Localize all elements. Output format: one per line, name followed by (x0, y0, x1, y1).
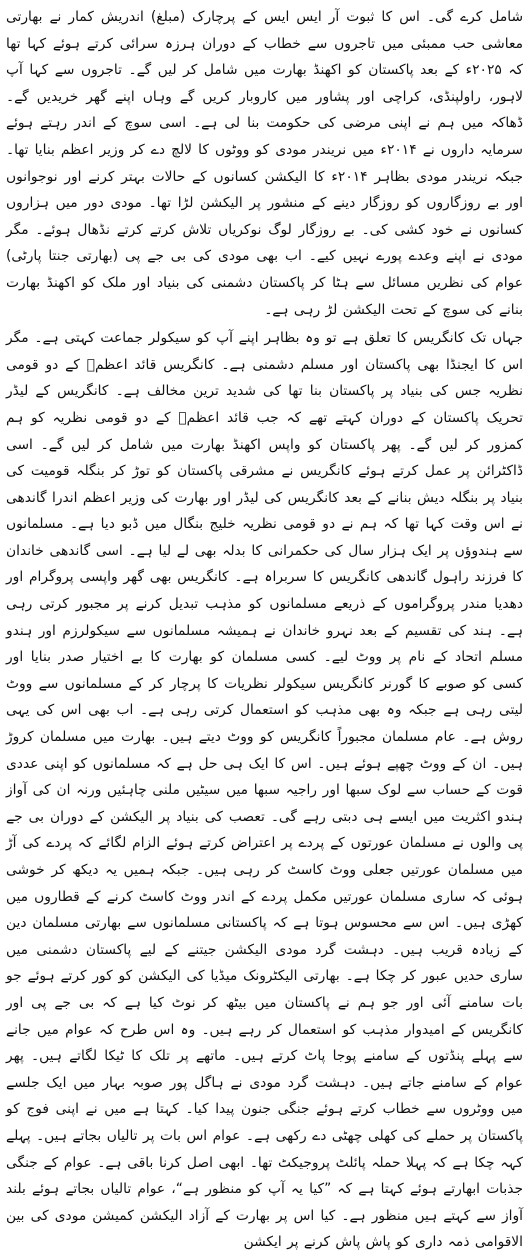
article-paragraph: شامل کرے گی۔ اس کا ثبوت آر ایس ایس کے پرچارک (مبلغ) اندریش کمار نے بھارتی معاشی حب ممبئی میں تاجروں سے خطاب کے دوران ہرزہ سرائی کرتے ہوئے کہا تھا کہ ۲۰۲۵ء کے بعد پاکستان کو اکھنڈ بھارت میں شامل کر لیں گے۔ تاجروں سے کہا آپ لاہور، راولپنڈی، کراچی اور پشاور میں کاروبار کریں گے وہاں اپنے گھر خریدیں گے۔ ڈھاکہ میں ہم نے اپنی مرضی کی حکومت بنا لی ہے۔ اسی سوچ کے اندر رہتے ہوئے سرمایہ داروں نے ۲۰۱۴ء میں نریندر مودی کو ووٹوں کا لالچ دے کر وزیر اعظم بنایا تھا۔ جبکہ نریندر مودی بظاہر ۲۰۱۴ء کا الیکشن کسانوں کے حالات بہتر کرنے اور نوجوانوں اور بے روزگاروں کو روزگار دینے کے منشور پر الیکشن لڑا تھا۔ مودی دور میں ہزاروں کسانوں نے خود کشی کی۔ بے روزگار لوگ نوکریاں تلاش کرتے کرتے نڈھال ہوئے۔ مگر مودی نے اپنے وعدے پورے نہیں کیے۔ اب بھی مودی کی بی جے پی (بھارتی جنتا پارٹی) عوام کی نظریں مسائل سے ہٹا کر پاکستان دشمنی کی بنیاد اور ملک کو اکھنڈ بھارت بنانے کی سوچ کے تحت الیکشن لڑ رہی ہے۔ (6, 9, 523, 318)
article-paragraph: جہاں تک کانگریس کا تعلق ہے تو وہ بظاہر اپنے آپ کو سیکولر جماعت کہتی ہے۔ مگر اس کا ایجنڈا بھی پاکستان اور مسلم دشمنی ہے۔ کانگریس قائد اعظمؒ کے دو قومی نظریہ جس کی بنیاد پر پاکستان بنا تھا کی شدید ترین مخالف ہے۔ کانگریس کے لیڈر تحریک پاکستان کے دوران کہتے تھے کہ جب قائد اعظمؒ کے دو قومی نظریہ کو ہم کمزور کر لیں گے۔ پھر پاکستان کو واپس اکھنڈ بھارت میں شامل کر لیں گے۔ اسی ڈاکٹرائن پر عمل کرتے ہوئے کانگریس نے مشرقی پاکستان کو توڑ کر بنگلہ قومیت کی بنیاد پر بنگلہ دیش بنانے کے بعد کانگریس کی لیڈر اور بھارت کی وزیر اعظم اندرا گاندھی نے اس وقت کہا تھا کہ ہم نے دو قومی نظریہ خلیج بنگال میں ڈبو دیا ہے۔ مسلمانوں سے ہندوؤں پر ایک ہزار سال کی حکمرانی کا بدلہ بھی لے لیا ہے۔ اسی گاندھی خاندان کا فرزند راہول گاندھی کانگریس کا سربراہ ہے۔ کانگریس بھی گھر واپسی پروگرام اور دھدیا مندر پروگراموں کے ذریعے مسلمانوں کو مذہب تبدیل کرنے پر مجبور کرتی رہی ہے۔ ہند کی تقسیم کے بعد نہرو خاندان نے ہمیشہ مسلمانوں سے سیکولرزم اور ہندو مسلم اتحاد کے نام پر ووٹ لیے۔ کسی مسلمان کو بھارت کا بے اختیار صدر بنایا اور کسی کو صوبے کا گورنر کانگریس سیکولر نظریات کا پرچار کر کے مسلمانوں سے ووٹ لیتی رہی ہے جبکہ وہ بھی مذہب کو استعمال کرتی رہی ہے۔ اب بھی اس کی یہی روش ہے۔ عام مسلمان مجبوراً کانگریس کو ووٹ دیتے ہیں۔ بھارت میں مسلمان کروڑ ہیں۔ ان کے ووٹ چھپے ہوئے ہیں۔ اس کا ایک ہی حل ہے کہ مسلمانوں کو اپنی عددی قوت کے حساب سے لوک سبھا اور راجیہ سبھا میں سیٹیں ملنی چاہئیں ورنہ ان کی آواز ہندو اکثریت میں ایسے ہی دبتی رہے گی۔ تعصب کی بنیاد پر الیکشن کے دوران بی جے پی والوں نے مسلمان عورتوں کے پردے پر اعتراض کرتے ہوئے الزام لگائے کہ پردے کی آڑ میں مسلمان عورتیں جعلی ووٹ کاسٹ کر رہی ہیں۔ جبکہ ہمیں یہ دیکھ کر خوشی ہوئی کہ ساری مسلمان عورتیں مکمل پردے کے اندر ووٹ کاسٹ کرنے کے قطاروں میں کھڑی ہیں۔ اس سے محسوس ہوتا ہے کہ پاکستانی مسلمانوں سے بھارتی مسلمان دین کے زیادہ قریب ہیں۔ دہشت گرد مودی الیکشن جیتنے کے لیے پاکستان دشمنی میں ساری حدیں عبور کر چکا ہے۔ بھارتی الیکٹرونک میڈیا کی الیکشن کو کور کرتے ہوئے جو بات سامنے آئی اور جو ہم نے پاکستان میں بیٹھ کر نوٹ کیا ہے کہ بی جے پی اور کانگریس کے امیدوار مذہب کو استعمال کر رہے ہیں۔ وہ اس طرح کہ عوام میں جانے سے پہلے پنڈتوں کے سامنے پوجا پاٹ کرتے ہیں۔ ماتھے پر تلک کا ٹیکا لگاتے ہیں۔ پھر عوام کے سامنے جاتے ہیں۔ دہشت گرد مودی نے ہاگل پور صوبہ بہار میں ایک جلسے میں ووٹروں سے خطاب کرتے ہوئے جنگی جنون پیدا کیا۔ کہتا ہے میں نے اپنی فوج کو پاکستان پر حملے کی کھلی چھٹی دے رکھی ہے۔ عوام اس بات پر تالیاں بجاتے ہیں۔ پہلے کہہ چکا ہے کہ پہلا حملہ پائلٹ پروجیکٹ تھا۔ ابھی اصل کرنا باقی ہے۔ عوام کے جنگی جذبات ابھارتے ہوئے کہتا ہے کہ ”کیا یہ آپ کو منظور ہے“، عوام تالیاں بجاتے ہوئے بلند آواز سے کہتے ہیں منظور ہے۔ کیا اس پر بھارت کے آزاد الیکشن کمیشن مودی کی بین الاقوامی ذمہ داری کو پاش پاش کرنے پر ایکشن (6, 330, 523, 1251)
